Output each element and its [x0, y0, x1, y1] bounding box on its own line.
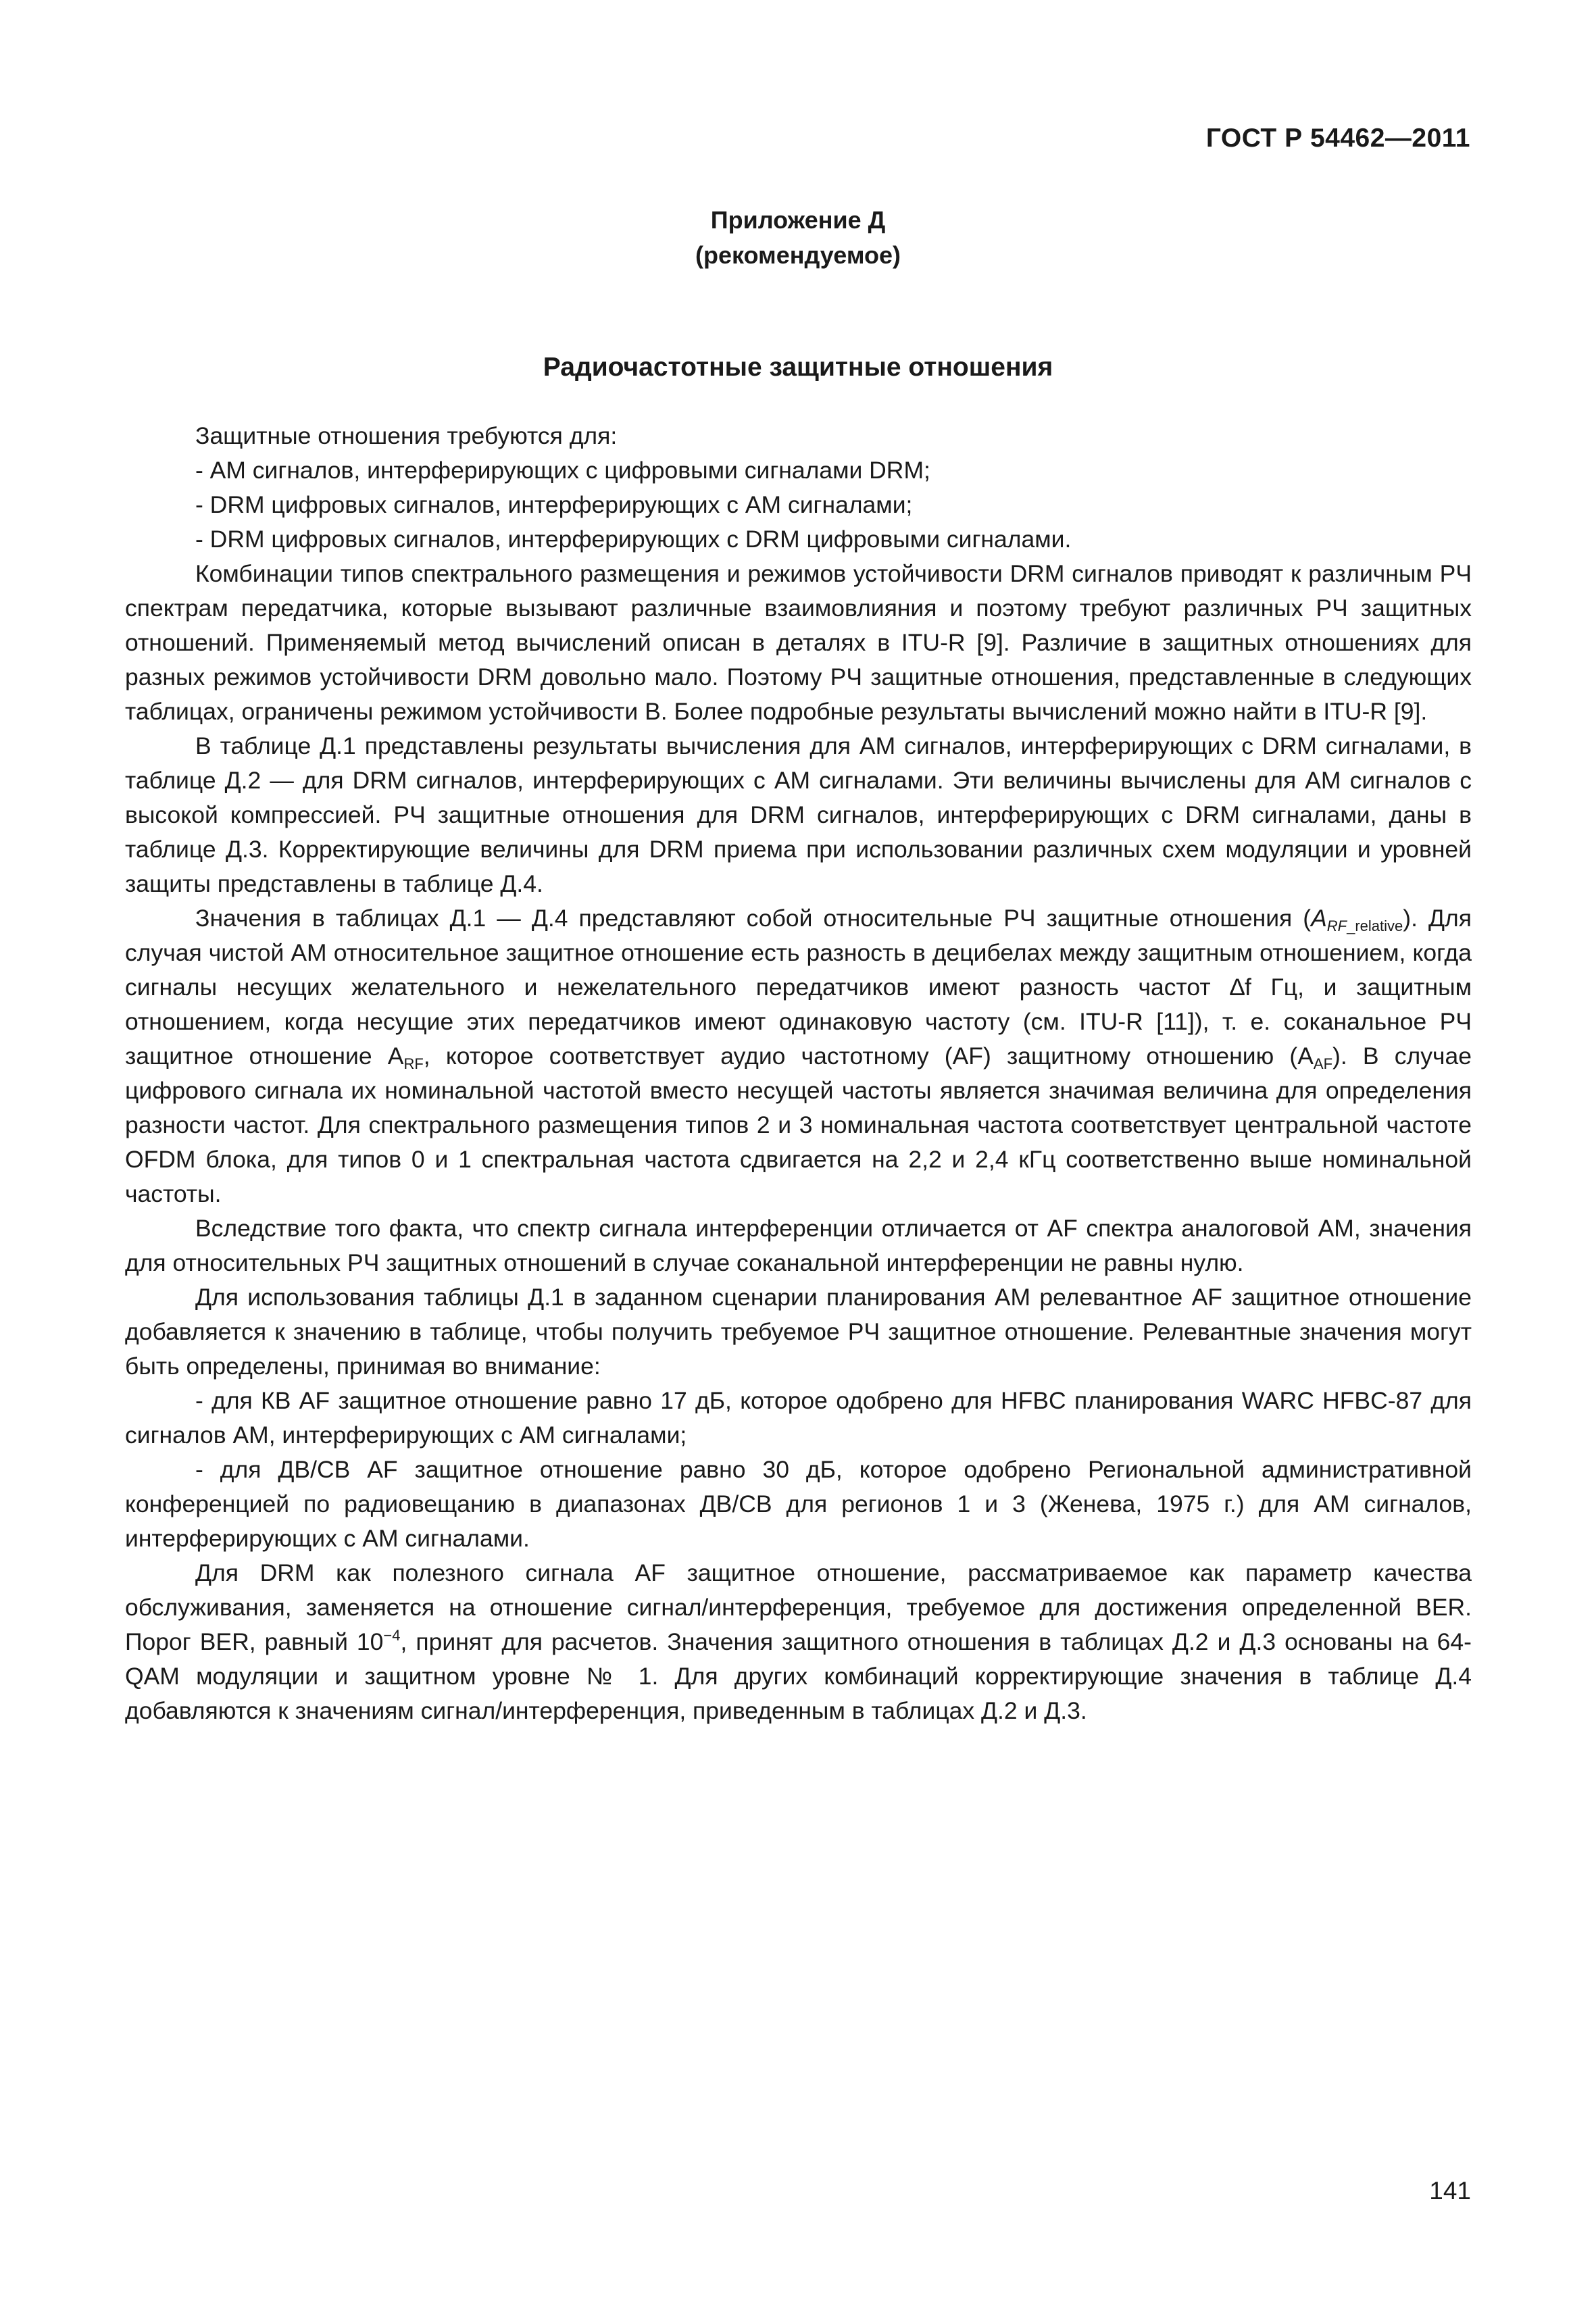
subscript-af: AF: [1313, 1055, 1333, 1072]
text-run: Значения в таблицах Д.1 — Д.4 представляют собой относительные РЧ защитные отношения (: [195, 905, 1312, 932]
page-number: 141: [1429, 2177, 1471, 2205]
paragraph: Вследствие того факта, что спектр сигнала интерференции отличается от AF спектра аналоговой АМ, значения для относительных РЧ защитных отношений в случае соканальной интерференции не равны нулю.: [125, 1215, 1472, 1276]
list-item: - для ДВ/СВ AF защитное отношение равно 30 дБ, которое одобрено Региональной административной конференцией по радиовещанию в диапазонах ДВ/СВ для регионов 1 и 3 (Женева, 1975 г.) для АМ сигналов, интерферирующих с АМ сигналами.: [125, 1456, 1472, 1552]
section-title: Радиочастотные защитные отношения: [543, 353, 1053, 382]
appendix-heading: [0, 203, 1596, 273]
text-run: ). В случае цифрового сигнала их номинальной частотой вместо несущей частоты является значимая величина для определения разности частот. Для спектрального размещения типов 2 и 3 номинальная частота соответствует центральной частоте OFDM блока, для типов 0 и 1 спектральная частота сдвигается на 2,2 и 2,4 кГц соответственно выше номинальной частоты.: [125, 1042, 1472, 1207]
paragraph: Для использования таблицы Д.1 в заданном сценарии планирования АМ релевантное AF защитное отношение добавляется к значению в таблице, чтобы получить требуемое РЧ защитное отношение. Релевантные значения могут быть определены, принимая во внимание:: [125, 1284, 1472, 1380]
text-run: Для DRM как полезного сигнала AF защитное отношение, рассматриваемое как параметр качества обслуживания, заменяется на отношение сигнал/интерференция, требуемое для достижения определенной BER. Порог BER, равный 10: [125, 1559, 1472, 1655]
paragraph: Комбинации типов спектрального размещения и режимов устойчивости DRM сигналов приводят к различным РЧ спектрам передатчика, которые вызывают различные взаимовлияния и поэтому требуют различных РЧ защитных отношений. Применяемый метод вычислений описан в деталях в ITU-R [9]. Различие в защитных отношениях для разных режимов устойчивости DRM довольно мало. Поэтому РЧ защитные отношения, представленные в следующих таблицах, ограничены режимом устойчивости В. Более подробные результаты вычислений можно найти в ITU-R [9].: [125, 560, 1472, 725]
text-run: , принят для расчетов. Значения защитного отношения в таблицах Д.2 и Д.3 основаны на 64-QAM модуляции и защитном уровне № 1. Для других комбинаций корректирующие значения в таблице Д.4 добавляются к значениям сигнал/интерференция, приведенным в таблицах Д.2 и Д.3.: [125, 1628, 1472, 1724]
symbol-a: A: [1311, 905, 1327, 932]
paragraph: [125, 901, 1472, 1211]
list-item: - DRM цифровых сигналов, интерферирующих с DRM цифровыми сигналами.: [195, 526, 1072, 553]
superscript: −4: [383, 1627, 401, 1644]
list-item: - АМ сигналов, интерферирующих с цифровыми сигналами DRM;: [195, 457, 930, 484]
paragraph: Защитные отношения требуются для:: [195, 422, 618, 449]
list-item: - для КВ AF защитное отношение равно 17 дБ, которое одобрено для HFBC планирования WARC HFBC-87 для сигналов АМ, интерферирующих с АМ сигналами;: [125, 1387, 1472, 1449]
subscript-rf: RF: [403, 1055, 424, 1072]
subscript-rf: RF: [1326, 917, 1347, 934]
list-item: - DRM цифровых сигналов, интерферирующих с АМ сигналами;: [195, 491, 913, 518]
appendix-title: Приложение Д: [710, 206, 886, 234]
appendix-status: (рекомендуемое): [695, 241, 901, 269]
text-run: ). Для случая чистой АМ относительное защитное отношение есть разность в децибелах между защитным отношением, когда сигналы несущих желательного и нежелательного передатчиков имеют разность частот ∆f Гц, и защитным отношением, когда несущие этих передатчиков имеют одинаковую частоту (см. ITU-R [11]), т. е. соканальное РЧ защитное отношение A: [125, 905, 1472, 1070]
paragraph: [125, 1556, 1472, 1728]
subscript-relative: _relative: [1347, 917, 1403, 934]
standard-designation: ГОСТ Р 54462—2011: [1205, 124, 1470, 153]
body-text: [125, 419, 1472, 1728]
text-run: , которое соответствует аудио частотному (AF) защитному отношению (A: [423, 1042, 1314, 1070]
subscript: [1327, 917, 1403, 934]
paragraph: В таблице Д.1 представлены результаты вычисления для АМ сигналов, интерферирующих с DRM сигналами, в таблице Д.2 — для DRM сигналов, интерферирующих с АМ сигналами. Эти величины вычислены для АМ сигналов с высокой компрессией. РЧ защитные отношения для DRM сигналов, интерферирующих с DRM сигналами, даны в таблице Д.3. Корректирующие величины для DRM приема при использовании различных схем модуляции и уровней защиты представлены в таблице Д.4.: [125, 732, 1472, 897]
